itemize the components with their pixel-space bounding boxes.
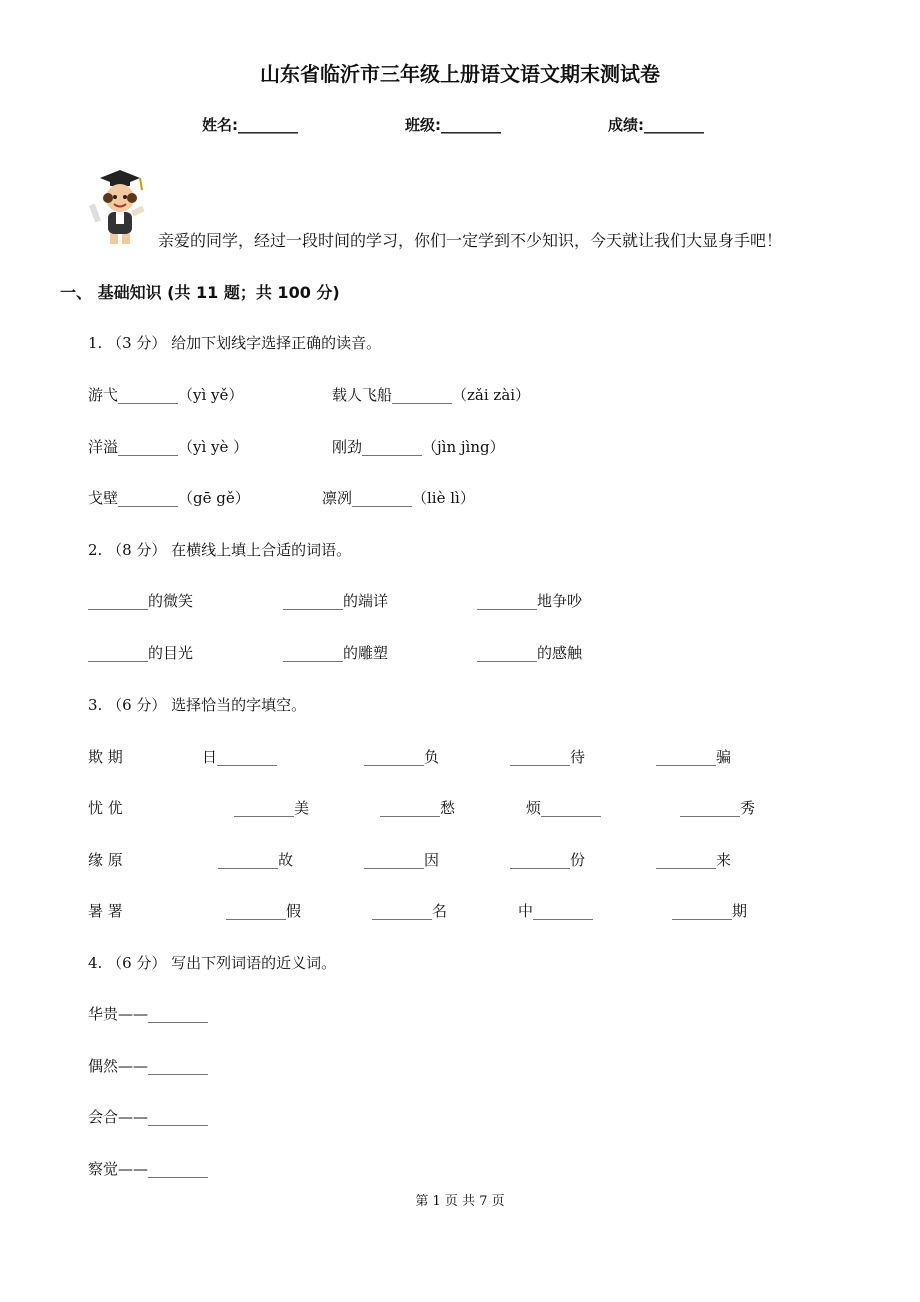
q3-blank[interactable]: ________因 [364, 851, 440, 869]
q3-blank[interactable]: ________故 [218, 851, 294, 869]
q3-blank[interactable]: 中________ [518, 902, 594, 920]
q4-item[interactable]: 会合——________ [88, 1108, 209, 1126]
q3-char-pair: 忧 优 [88, 799, 123, 817]
q2-item[interactable]: ________的雕塑 [283, 644, 389, 662]
page-title: 山东省临沂市三年级上册语文语文期末测试卷 [260, 62, 660, 86]
q3-blank[interactable]: ________名 [372, 902, 448, 920]
q1-item[interactable]: 洋溢________（yì yè ） [88, 438, 249, 456]
q1-item[interactable]: 戈壁________（gē gě） [88, 489, 250, 507]
q2-item[interactable]: ________的微笑 [88, 592, 194, 610]
q2-item[interactable]: ________地争吵 [477, 592, 583, 610]
page-footer: 第 1 页 共 7 页 [415, 1194, 505, 1209]
q3-blank[interactable]: ________愁 [380, 799, 456, 817]
q3-blank[interactable]: ________份 [510, 851, 586, 869]
q4-item[interactable]: 察觉——________ [88, 1160, 209, 1178]
q3-blank[interactable]: ________骗 [656, 748, 732, 766]
question-3-stem: 3. （6 分） 选择恰当的字填空。 [88, 696, 307, 714]
name-field[interactable]: 姓名:________ [202, 116, 298, 134]
student-mascot-icon [86, 164, 150, 248]
section-heading: 一、 基础知识 (共 11 题；共 100 分) [60, 283, 340, 302]
q2-item[interactable]: ________的目光 [88, 644, 194, 662]
q3-char-pair: 欺 期 [88, 748, 123, 766]
q1-item[interactable]: 刚劲________（jìn jìng） [332, 438, 505, 456]
q3-blank[interactable]: ________负 [364, 748, 440, 766]
question-2-stem: 2. （8 分） 在横线上填上合适的词语。 [88, 541, 352, 559]
q3-char-pair: 暑 署 [88, 902, 123, 920]
q2-item[interactable]: ________的感触 [477, 644, 583, 662]
q4-item[interactable]: 华贵——________ [88, 1005, 209, 1023]
q3-blank[interactable]: ________期 [672, 902, 748, 920]
score-field[interactable]: 成绩:________ [608, 116, 704, 134]
q1-item[interactable]: 凛冽________（liè lì） [322, 489, 475, 507]
q3-blank[interactable]: ________秀 [680, 799, 756, 817]
q2-item[interactable]: ________的端详 [283, 592, 389, 610]
class-field[interactable]: 班级:________ [405, 116, 501, 134]
question-1-stem: 1. （3 分） 给加下划线字选择正确的读音。 [88, 334, 382, 352]
q1-item[interactable]: 游弋________（yì yě） [88, 386, 244, 404]
q3-char-pair: 缘 原 [88, 851, 123, 869]
q3-blank[interactable]: ________来 [656, 851, 732, 869]
q3-blank[interactable]: ________待 [510, 748, 586, 766]
question-4-stem: 4. （6 分） 写出下列词语的近义词。 [88, 954, 337, 972]
greeting-text: 亲爱的同学，经过一段时间的学习，你们一定学到不少知识，今天就让我们大显身手吧！ [158, 231, 783, 250]
q3-blank[interactable]: ________美 [234, 799, 310, 817]
q3-blank[interactable]: 烦________ [526, 799, 602, 817]
q1-item[interactable]: 载人飞船________（zǎi zài） [332, 386, 531, 404]
q3-blank[interactable]: ________假 [226, 902, 302, 920]
q3-blank[interactable]: 日________ [202, 748, 278, 766]
q4-item[interactable]: 偶然——________ [88, 1057, 209, 1075]
